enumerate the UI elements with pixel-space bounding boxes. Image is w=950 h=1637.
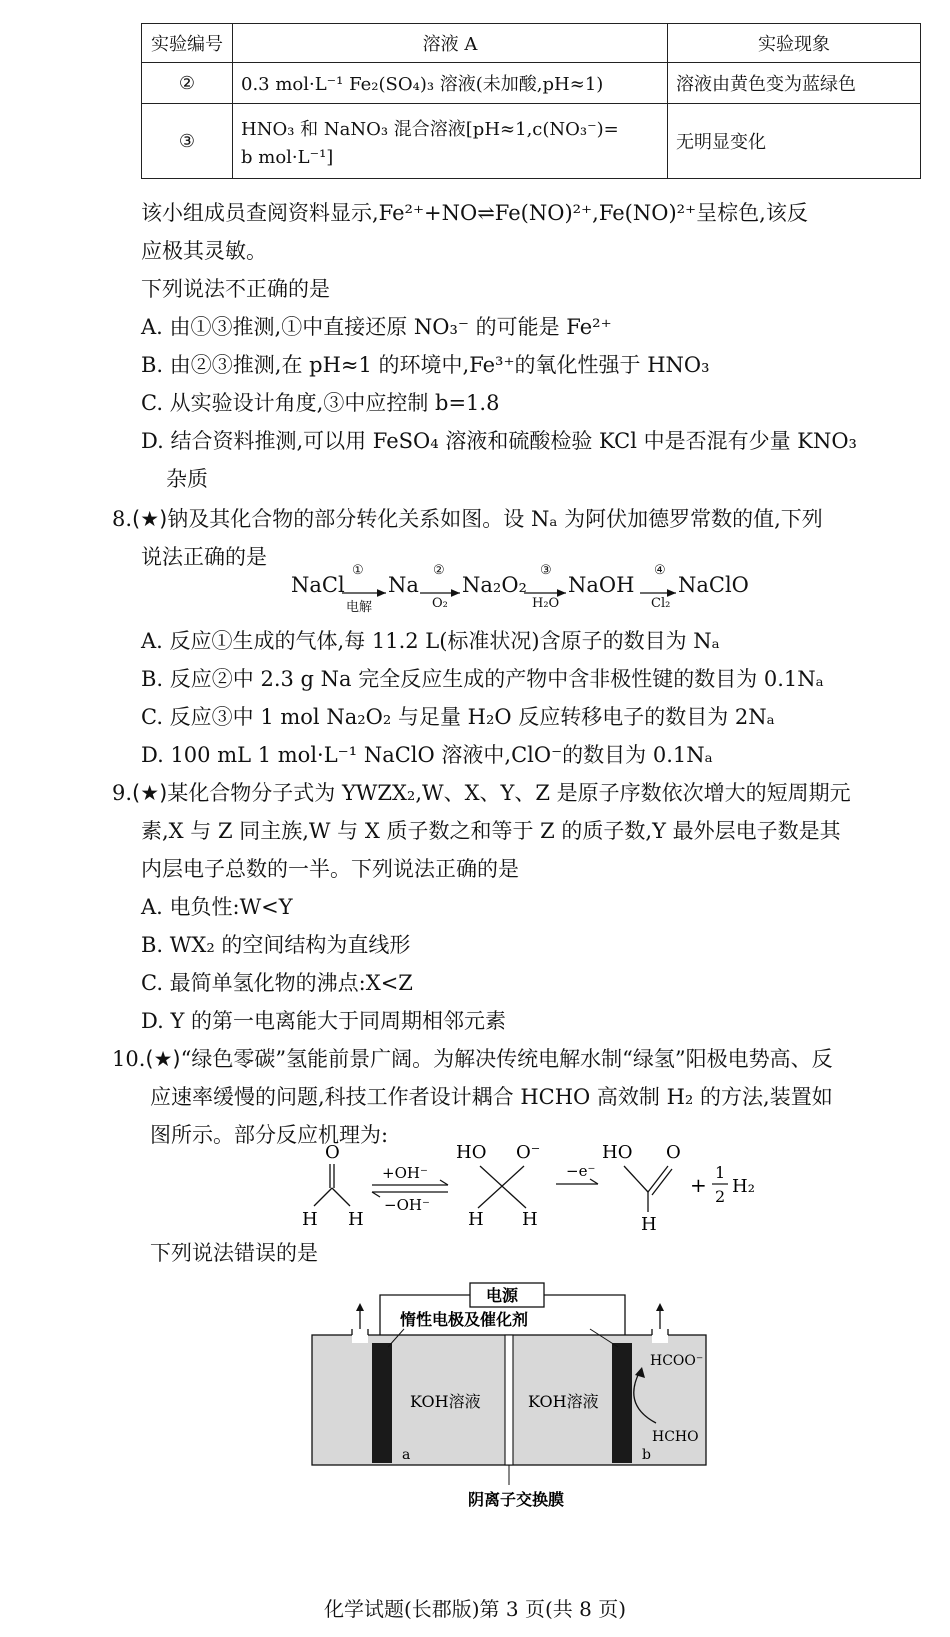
q9-stem-line3: 内层电子总数的一半。下列说法正确的是 <box>141 857 519 881</box>
q9-option-a: A. 电负性:W<Y <box>141 895 293 919</box>
fraction-denominator: 2 <box>715 1187 726 1206</box>
power-label: 电源 <box>486 1286 519 1305</box>
atom-label: HO <box>602 1142 633 1163</box>
electrode-a-label: a <box>402 1447 411 1463</box>
forward-condition: +OH⁻ <box>382 1164 428 1182</box>
chain-arrows <box>0 0 950 640</box>
chain-step: ② <box>433 563 445 578</box>
left-solution-label: KOH溶液 <box>410 1392 481 1411</box>
q10-stem-line2: 应速率缓慢的问题,科技工作者设计耦合 HCHO 高效制 H₂ 的方法,装置如 <box>150 1085 833 1109</box>
header-solution: 溶液 A <box>233 24 668 63</box>
header-phenomenon: 实验现象 <box>668 24 921 63</box>
electrode-b <box>612 1343 632 1463</box>
q10-stem-line4: 下列说法错误的是 <box>150 1241 318 1265</box>
q7-stem: 下列说法不正确的是 <box>141 277 330 301</box>
row-phenomenon: 溶液由黄色变为蓝绿色 <box>668 63 921 104</box>
atom-label: O <box>666 1142 681 1163</box>
reaction-mechanism <box>280 1140 800 1240</box>
q9-option-d: D. Y 的第一电离能大于同周期相邻元素 <box>141 1009 506 1033</box>
q8-option-b: B. 反应②中 2.3 g Na 完全反应生成的产物中含非极性键的数目为 0.1Nₐ <box>141 667 824 691</box>
electrode-a <box>372 1343 392 1463</box>
q8-number: 8. <box>112 507 133 531</box>
atom-label: H <box>468 1209 484 1230</box>
chain-species: Na₂O₂ <box>462 573 527 597</box>
chain-step: ① <box>352 563 364 578</box>
atom-label: HO <box>456 1142 487 1163</box>
q7-option-b: B. 由②③推测,在 pH≈1 的环境中,Fe³⁺的氧化性强于 HNO₃ <box>141 353 710 377</box>
plus-sign: + <box>690 1173 707 1197</box>
q10-number: 10. <box>112 1047 146 1071</box>
q9-number: 9. <box>112 781 133 805</box>
chain-condition: Cl₂ <box>651 596 671 611</box>
q8-option-c: C. 反应③中 1 mol Na₂O₂ 与足量 H₂O 反应转移电子的数目为 2Nₐ <box>141 705 775 729</box>
row-phenomenon: 无明显变化 <box>668 104 921 179</box>
chain-condition: O₂ <box>432 596 448 611</box>
q9-stem-line2: 素,X 与 Z 同主族,W 与 X 质子数之和等于 Z 的质子数,Y 最外层电子数是其 <box>141 819 841 843</box>
q7-option-c: C. 从实验设计角度,③中应控制 b=1.8 <box>141 391 500 415</box>
q7-option-d: D. 结合资料推测,可以用 FeSO₄ 溶液和硫酸检验 KCl 中是否混有少量 KNO₃ <box>141 429 857 453</box>
chain-condition: 电解 <box>346 600 373 615</box>
reverse-condition: −OH⁻ <box>384 1196 430 1214</box>
fraction-numerator: 1 <box>715 1163 726 1182</box>
hcho-label: HCHO <box>652 1429 699 1445</box>
row-solution-line2: b mol·L⁻¹] <box>241 146 334 168</box>
chain-species: Na <box>388 573 419 597</box>
atom-label: O⁻ <box>516 1142 541 1163</box>
anion-exchange-membrane <box>505 1335 513 1465</box>
chain-species: NaClO <box>678 573 749 597</box>
q9-option-c: C. 最简单氢化物的沸点:X<Z <box>141 971 413 995</box>
row-solution-line1: HNO₃ 和 NaNO₃ 混合溶液[pH≈1,c(NO₃⁻)= <box>241 118 619 140</box>
row-solution: 0.3 mol·L⁻¹ Fe₂(SO₄)₃ 溶液(未加酸,pH≈1) <box>233 63 668 104</box>
atom-label: O <box>325 1142 340 1163</box>
chain-step: ③ <box>540 563 552 578</box>
q10-stem-text: “绿色零碳”氢能前景广阔。为解决传统电解水制“绿氢”阳极电势高、反 <box>180 1047 833 1071</box>
q8-option-d: D. 100 mL 1 mol·L⁻¹ NaClO 溶液中,ClO⁻的数目为 0.1Nₐ <box>141 743 713 767</box>
row-id: ② <box>142 63 233 104</box>
right-solution-label: KOH溶液 <box>528 1392 599 1411</box>
chain-condition: H₂O <box>532 596 560 611</box>
atom-label: H <box>641 1214 657 1235</box>
q9-stem-text: 某化合物分子式为 YWZX₂,W、X、Y、Z 是原子序数依次增大的短周期元 <box>167 781 851 805</box>
q8-option-a: A. 反应①生成的气体,每 11.2 L(标准状况)含原子的数目为 Nₐ <box>141 629 720 653</box>
atom-label: H <box>302 1209 318 1230</box>
q7-intro-line2: 应极其灵敏。 <box>141 239 267 263</box>
q10-stem-line1 <box>112 1044 833 1074</box>
chain-species: NaCl <box>291 573 345 597</box>
star-icon: (★) <box>132 507 168 531</box>
header-id: 实验编号 <box>142 24 233 63</box>
star-icon: (★) <box>132 781 168 805</box>
hcoo-label: HCOO⁻ <box>650 1353 704 1369</box>
chain-step: ④ <box>654 563 666 578</box>
membrane-label: 阴离子交换膜 <box>468 1490 565 1509</box>
q7-intro-line1: 该小组成员查阅资料显示,Fe²⁺+NO⇌Fe(NO)²⁺,Fe(NO)²⁺呈棕色,该反 <box>141 201 808 225</box>
chain-species: NaOH <box>568 573 635 597</box>
q9-stem-line1 <box>112 778 851 808</box>
oxidation-condition: −e⁻ <box>566 1162 596 1180</box>
q7-option-d-cont: 杂质 <box>166 467 208 491</box>
electrode-label: 惰性电极及催化剂 <box>400 1310 529 1329</box>
page-footer: 化学试题(长郡版)第 3 页(共 8 页) <box>323 1597 627 1621</box>
q9-option-b: B. WX₂ 的空间结构为直线形 <box>141 933 411 957</box>
atom-label: H <box>348 1209 364 1230</box>
q8-stem-text: 钠及其化合物的部分转化关系如图。设 Nₐ 为阿伏加德罗常数的值,下列 <box>167 507 823 531</box>
electrode-b-label: b <box>642 1447 651 1463</box>
h2-label: H₂ <box>732 1176 755 1197</box>
q10-stem-line3: 图所示。部分反应机理为: <box>150 1123 389 1147</box>
electrolysis-apparatus <box>300 1275 720 1535</box>
q8-stem-line2: 说法正确的是 <box>141 545 267 569</box>
row-id: ③ <box>142 104 233 179</box>
star-icon: (★) <box>145 1047 181 1071</box>
q7-option-a: A. 由①③推测,①中直接还原 NO₃⁻ 的可能是 Fe²⁺ <box>141 315 612 339</box>
atom-label: H <box>522 1209 538 1230</box>
